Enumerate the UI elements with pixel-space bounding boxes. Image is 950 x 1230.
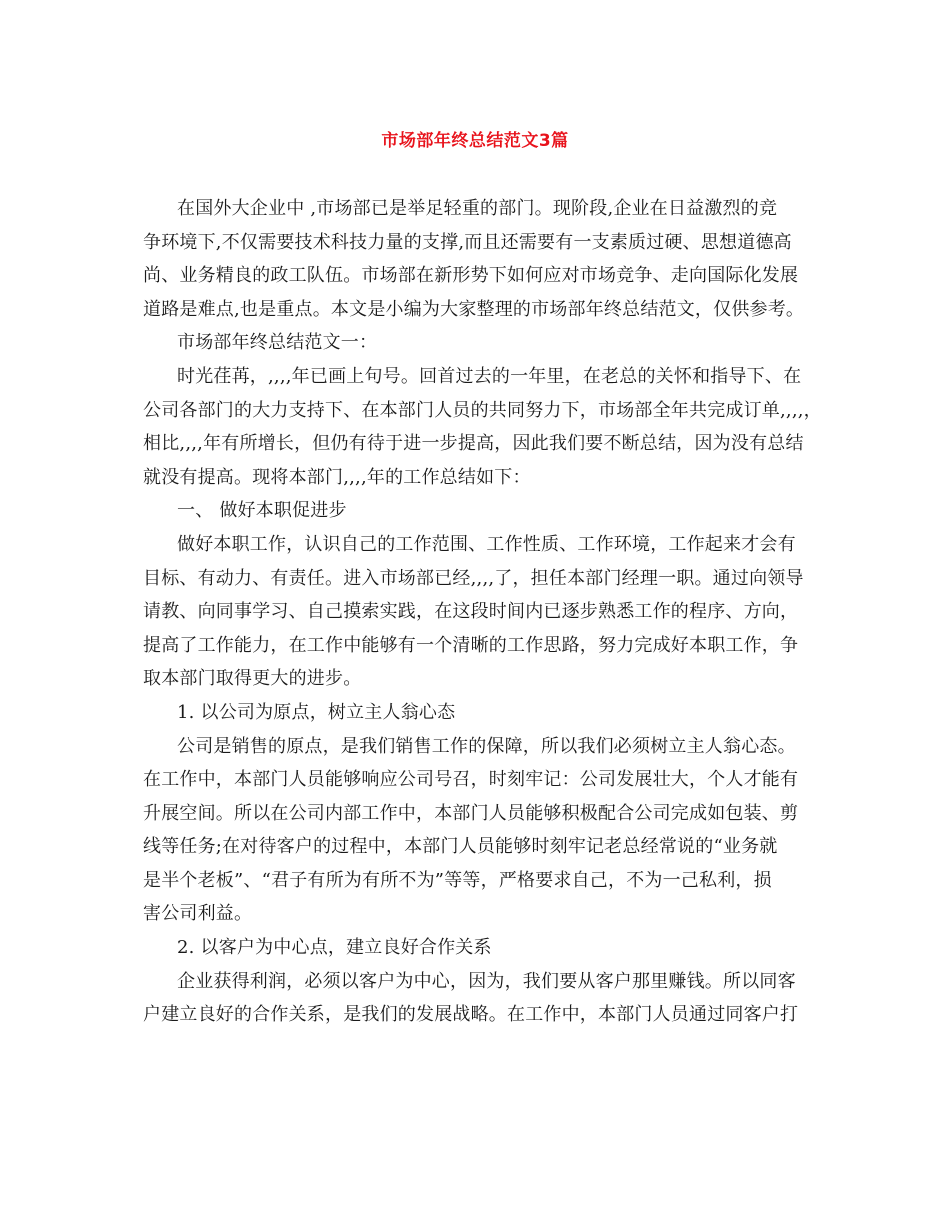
paragraph-line: 线等任务;在对待客户的过程中，本部门人员能够时刻牢记老总经常说的“业务就 [143,836,778,858]
paragraph-line: 相比,,,,年有所增长，但仍有待于进一步提高，因此我们要不断总结，因为没有总结 [143,433,804,455]
paragraph-line: 升展空间。所以在公司内部工作中，本部门人员能够积极配合公司完成如包装、剪 [143,802,799,824]
paragraph-line: 目标、有动力、有责任。进入市场部已经,,,,了，担任本部门经理一职。通过向领导 [143,567,804,589]
paragraph-line: 公司各部门的大力支持下、在本部门人员的共同努力下，市场部全年共完成订单,,,,， [143,399,822,421]
paragraph-line: 在国外大企业中 ,市场部已是举足轻重的部门。现阶段,企业在日益激烈的竞 [177,198,778,219]
paragraph-line: 公司是销售的原点，是我们销售工作的保障，所以我们必须树立主人翁心态。 [177,735,796,757]
paragraph-line: 就没有提高。现将本部门,,,,年的工作总结如下： [143,466,531,488]
section-heading: 2. 以客户为中心点，建立良好合作关系 [177,937,492,959]
paragraph-line: 时光荏苒，,,,,年已画上句号。回首过去的一年里，在老总的关怀和指导下、在 [177,365,802,387]
document-title: 市场部年终总结范文3篇 [381,131,569,151]
paragraph-line: 取本部门取得更大的进步。 [143,668,362,690]
section-heading: 市场部年终总结范文一： [177,332,378,354]
paragraph-line: 请教、向同事学习、自己摸索实践，在这段时间内已逐步熟悉工作的程序、方向， [143,601,799,623]
paragraph-line: 争环境下,不仅需要技术科技力量的支撑,而且还需要有一支素质过硬、思想道德高 [143,231,792,253]
paragraph-line: 做好本职工作，认识自己的工作范围、工作性质、工作环境，工作起来才会有 [177,533,796,555]
paragraph-line: 企业获得利润，必须以客户为中心，因为，我们要从客户那里赚钱。所以同客 [177,970,796,992]
document-body [143,192,821,1032]
paragraph-line: 尚、业务精良的政工队伍。市场部在新形势下如何应对市场竞争、走向国际化发展 [143,265,799,287]
paragraph-line: 提高了工作能力，在工作中能够有一个清晰的工作思路，努力完成好本职工作，争 [143,634,799,656]
section-heading: 一、 做好本职促进步 [177,500,347,522]
paragraph-line: 害公司利益。 [143,903,253,925]
paragraph-line: 是半个老板”、“君子有所为有所不为”等等，严格要求自己，不为一己私利，损 [143,869,772,891]
section-heading: 1. 以公司为原点，树立主人翁心态 [177,701,456,723]
paragraph-line: 在工作中，本部门人员能够响应公司号召，时刻牢记：公司发展壮大，个人才能有 [143,769,799,791]
paragraph-line: 道路是难点,也是重点。本文是小编为大家整理的市场部年终总结范文，仅供参考。 [143,298,805,320]
paragraph-line: 户建立良好的合作关系，是我们的发展战略。在工作中，本部门人员通过同客户打 [143,1004,799,1026]
